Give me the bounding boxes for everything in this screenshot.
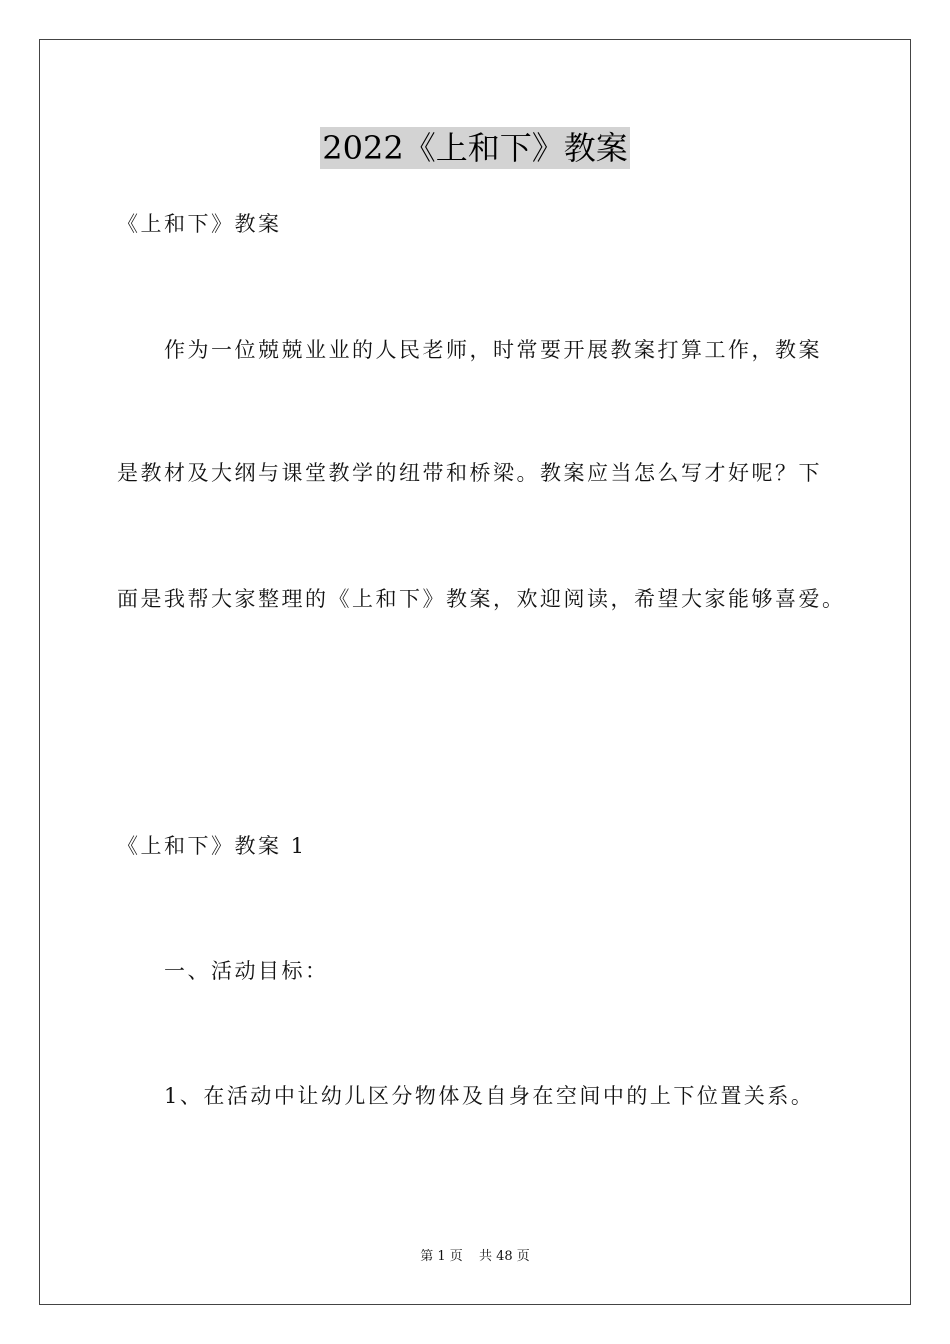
title-container	[0, 127, 950, 169]
page-number-total: 共 48 页	[478, 1249, 530, 1264]
page-footer	[0, 1248, 950, 1266]
intro-line-1: 作为一位兢兢业业的人民老师，时常要开展教案打算工作，教案	[164, 338, 822, 362]
document-subtitle: 《上和下》教案	[117, 212, 282, 236]
page-number-current: 第 1 页	[420, 1249, 463, 1264]
intro-line-2: 是教材及大纲与课堂教学的纽带和桥梁。教案应当怎么写才好呢？下	[117, 461, 822, 485]
list-item-1: 1、在活动中让幼儿区分物体及自身在空间中的上下位置关系。	[164, 1084, 815, 1108]
section-heading: 《上和下》教案 1	[117, 834, 307, 858]
document-title: 2022《上和下》教案	[322, 129, 628, 167]
intro-line-3: 面是我帮大家整理的《上和下》教案，欢迎阅读，希望大家能够喜爱。	[117, 587, 846, 611]
subsection-heading: 一、活动目标：	[164, 959, 329, 983]
